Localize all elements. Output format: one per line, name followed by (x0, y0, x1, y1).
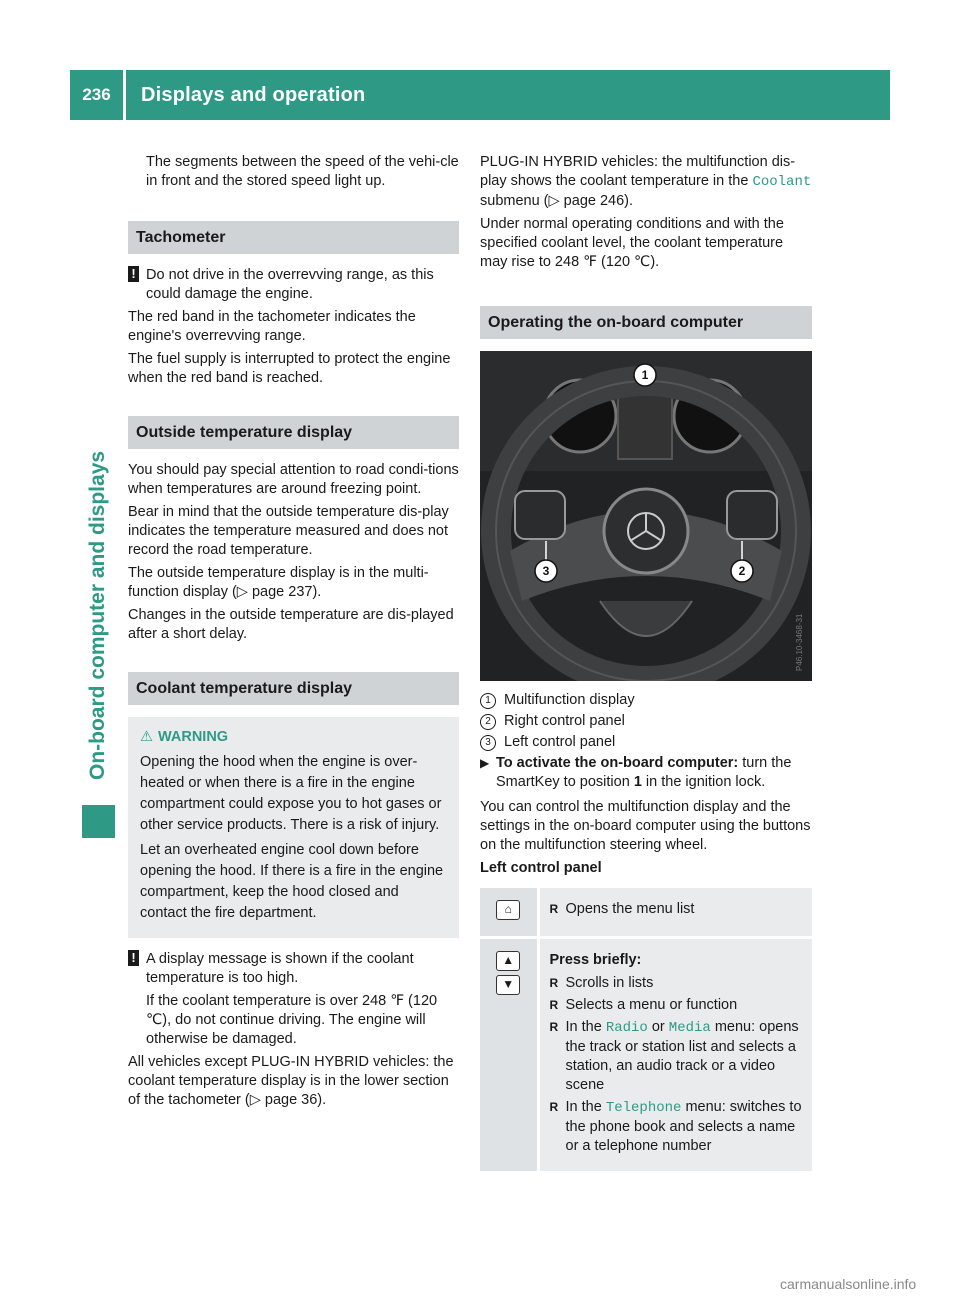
intro-text: The segments between the speed of the vehi-cle in front and the stored speed light up. (146, 154, 459, 189)
warning-p2: Let an overheated engine cool down before opening the hood. If there is a fire in the engine compartment, keep the hood closed and contact the fire department. (140, 842, 444, 921)
coolant-all-vehicles: All vehicles except PLUG-IN HYBRID vehicles: the coolant temperature display is in the lower section of the tachometer (▷ page 36). (128, 1054, 454, 1108)
home-key-icon: ⌂ (496, 900, 520, 920)
down-key-icon: ▼ (496, 975, 520, 995)
side-chapter-marker (82, 805, 115, 838)
note-icon: ! (128, 950, 139, 966)
callout-1: 1 (641, 368, 649, 382)
steering-wheel-illustration (480, 351, 812, 681)
table-row: ▲ ▼ Press briefly: R Scrolls in lists R Selects a menu or function R In the Radio or Media menu: opens the track or station list and selects a station, an audio track or a video scene R In the Telephone menu: switches to the phone book and selects a name or a telephone number (480, 938, 812, 1173)
steering-wheel-photo (480, 351, 812, 681)
obc-heading: Operating the on-board computer (480, 306, 812, 339)
coolant-note: ! A display message is shown if the coolant temperature is too high. If the coolant temperature is over 248 ℉ (120 ℃), do not continue driving. The engine will otherwise be damaged. (128, 950, 459, 1049)
arrow-right-icon: ▶ (480, 756, 490, 770)
tachometer-p2: The fuel supply is interrupted to protect the engine when the red band is reached. (128, 351, 451, 386)
outside-p4: Changes in the outside temperature are dis-played after a short delay. (128, 607, 454, 642)
obc-p1: You can control the multifunction display and the settings in the on-board computer using the buttons on the multifunction steering wheel. (480, 799, 811, 853)
warning-p1: Opening the hood when the engine is over-heated or when there is a fire in the engine compartment could expose you to hot gases or other service products. There is a risk of injury. (140, 754, 442, 833)
warning-box (128, 717, 459, 938)
legend-item-3: 3 Left control panel (480, 733, 812, 752)
warning-title: ⚠ WARNING (140, 727, 447, 748)
legend-item-2: 2 Right control panel (480, 712, 812, 731)
page-number: 236 (82, 85, 111, 104)
left-column (128, 153, 459, 1114)
callout-2: 2 (738, 564, 746, 578)
outside-p3: The outside temperature display is in the multi-function display (▷ page 237). (128, 565, 429, 600)
activate-instruction: ▶ To activate the on-board computer: turn the SmartKey to position 1 in the ignition lock. (480, 755, 792, 790)
photo-code: P46.10-3468-31 (795, 613, 804, 671)
legend-item-1: 1 Multifunction display (480, 691, 812, 710)
coolant-menu-term: Coolant (752, 174, 812, 190)
warning-triangle-icon: ⚠ (140, 729, 153, 745)
hybrid-p2: Under normal operating conditions and with the specified coolant level, the coolant temperature may rise to 248 ℉ (120 ℃). (480, 216, 784, 270)
hybrid-p1: PLUG-IN HYBRID vehicles: the multifunction dis-play shows the coolant temperature in the Coolant submenu (▷ page 246). (480, 154, 812, 209)
outside-temp-heading: Outside temperature display (128, 416, 459, 449)
side-chapter-label: On-board computer and displays (86, 450, 109, 780)
left-control-table (480, 888, 812, 1174)
table-label: Left control panel (480, 860, 602, 876)
section-title: Displays and operation (141, 84, 366, 106)
note-icon: ! (128, 266, 139, 282)
table-row: ⌂ R Opens the menu list (480, 888, 812, 938)
header-divider (123, 70, 126, 120)
tachometer-p1: The red band in the tachometer indicates the engine's overrevving range. (128, 309, 416, 344)
tachometer-note: ! Do not drive in the overrevving range, as this could damage the engine. (128, 266, 459, 304)
footer-watermark: carmanualsonline.info (780, 1276, 917, 1292)
callout-3: 3 (542, 564, 550, 578)
tachometer-heading: Tachometer (128, 221, 459, 254)
outside-p1: You should pay special attention to road condi-tions when temperatures are around freezing point. (128, 462, 459, 497)
up-key-icon: ▲ (496, 951, 520, 971)
outside-p2: Bear in mind that the outside temperature dis-play indicates the temperature measured and does not record the road temperature. (128, 504, 449, 558)
coolant-heading: Coolant temperature display (128, 672, 459, 705)
right-column (480, 153, 812, 1174)
